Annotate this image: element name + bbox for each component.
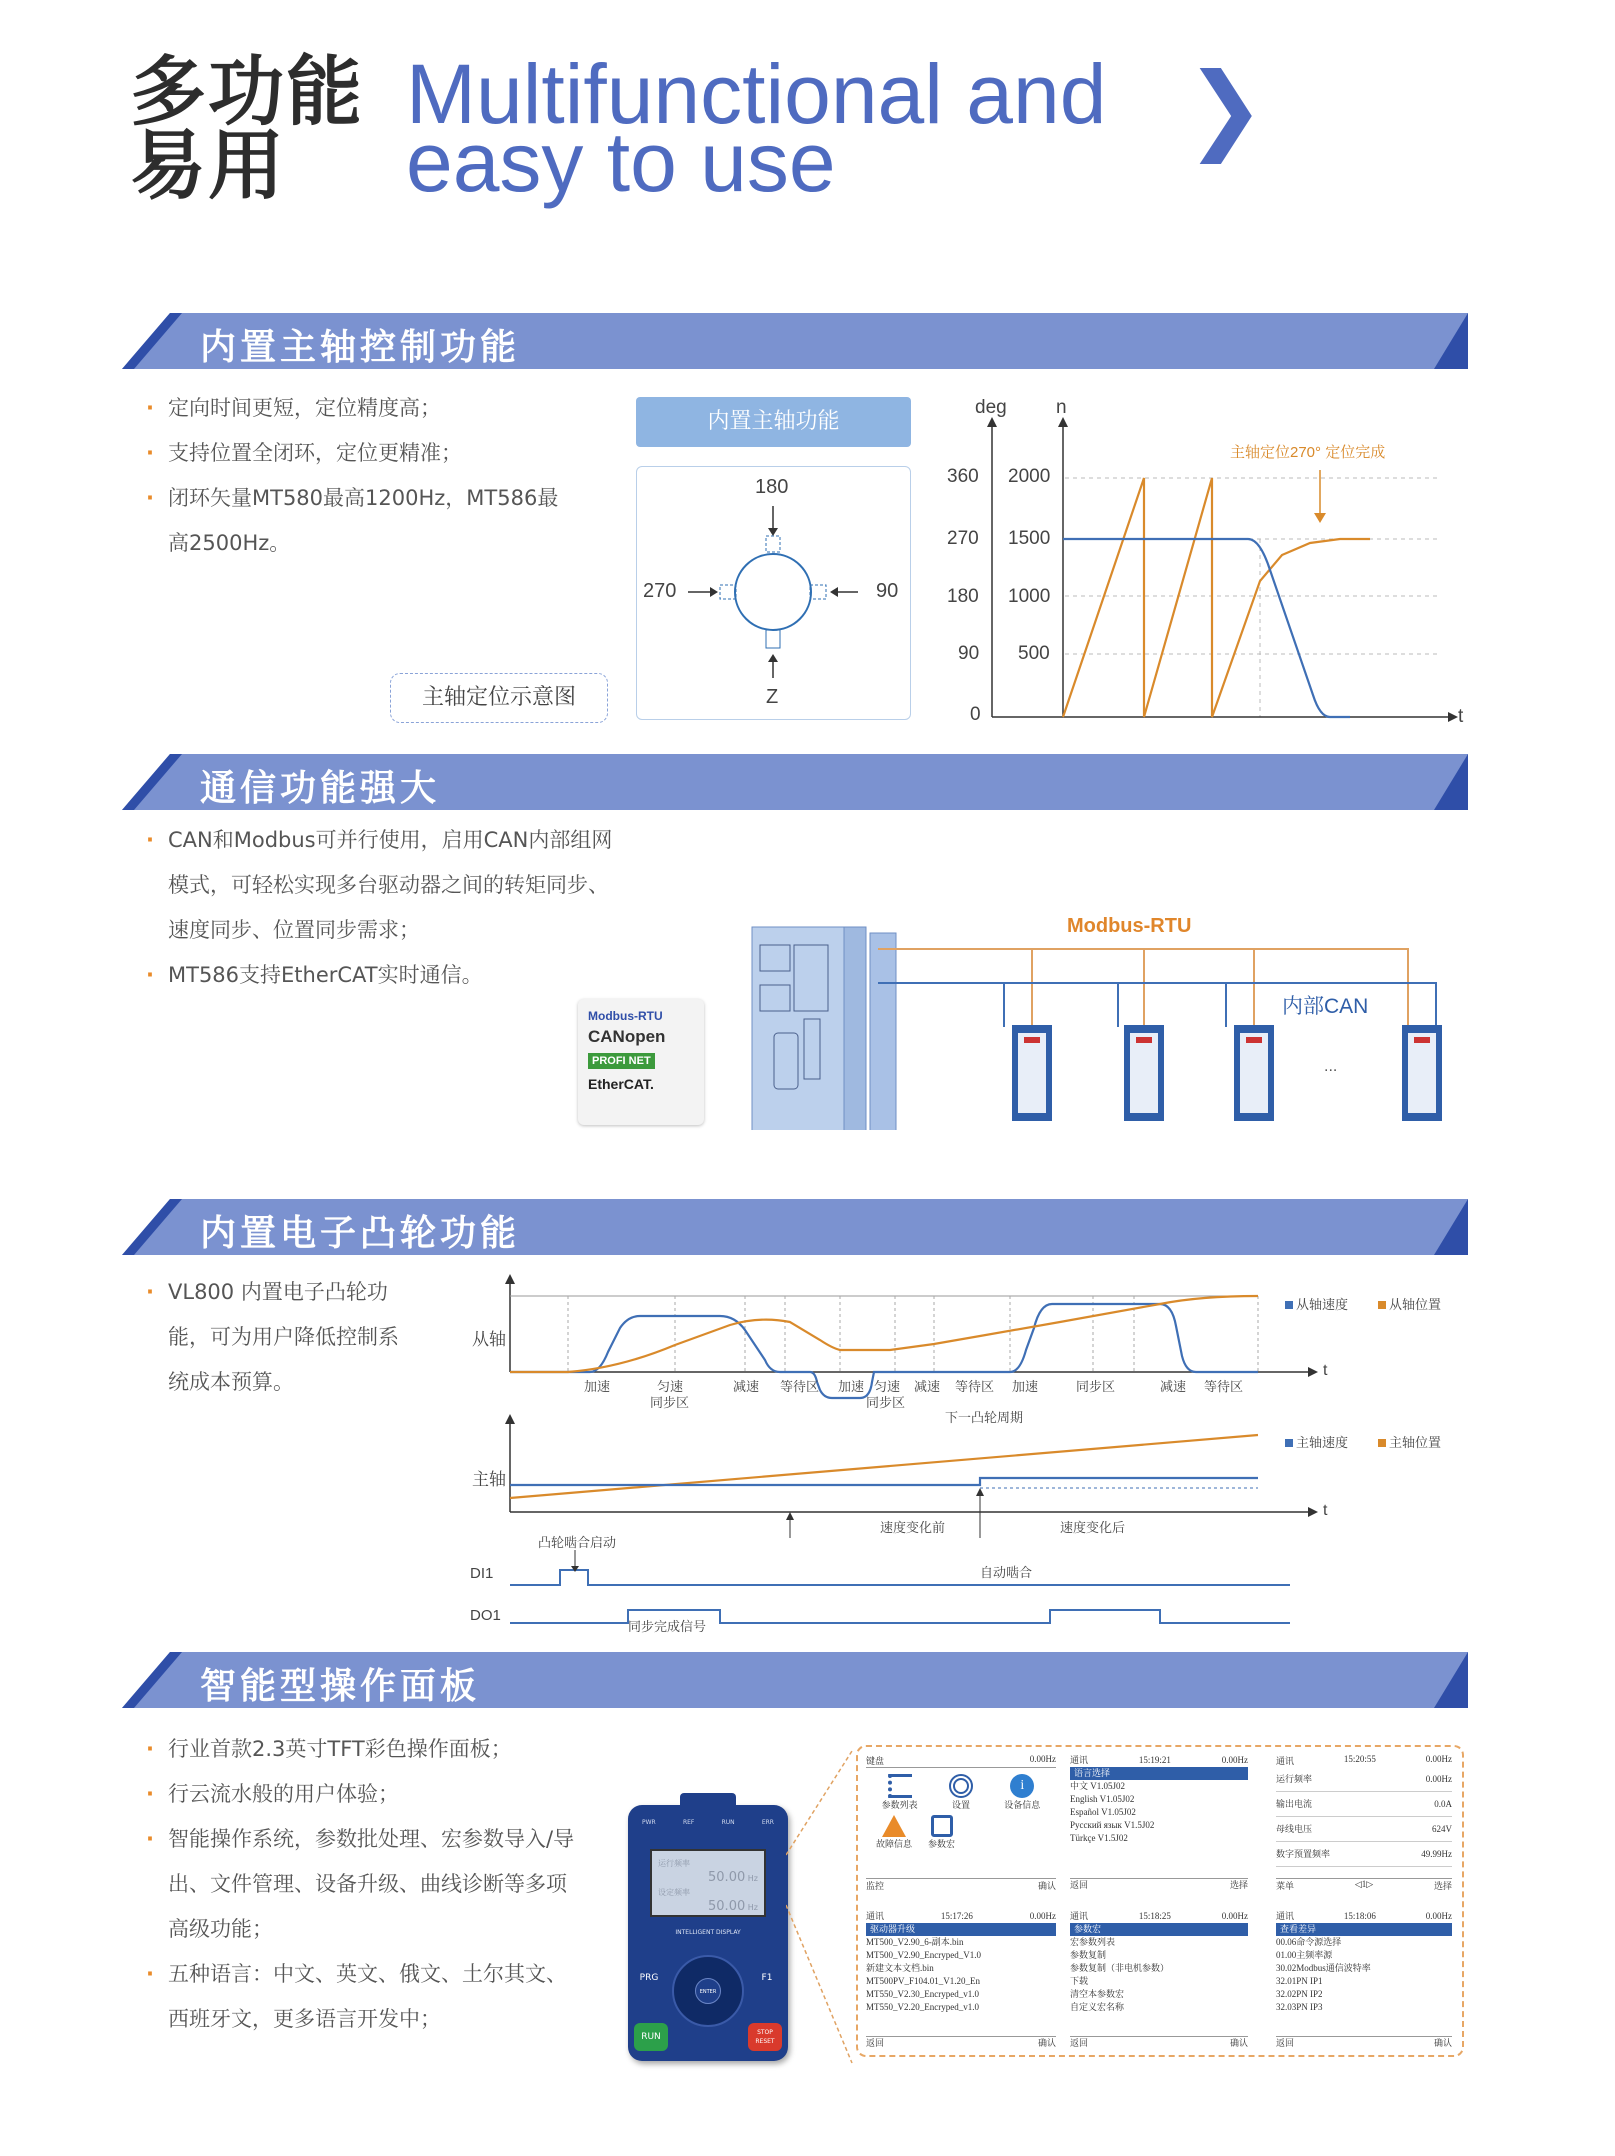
screen-view-differences: 通讯 15:18:06 0.00Hz 查看差异 00.06命令源选择 01.00主频率源 30.02Modbus通信波特率 32.01PN IP1 32.02PN IP2 32.03PN IP3 返回 确认: [1276, 1911, 1452, 2048]
deg-tick-180: 180: [947, 586, 979, 607]
screen-parameter-macro: 通讯 15:18:25 0.00Hz 参数宏 宏参数列表 参数复制 参数复制（非电机参数） 下载 清空本参数宏 自定义宏名称 返回 确认: [1070, 1911, 1248, 2048]
header-title-cn: [130, 47, 364, 210]
list-item[interactable]: Español V1.05J02: [1070, 1807, 1136, 1817]
zone-label: 减速: [1160, 1379, 1187, 1394]
list-item: · 行云流水般的用户体验；: [146, 1772, 574, 1817]
list-item: 能，可为用户降低控制系: [168, 1325, 399, 1349]
section-bar-spindle: [122, 313, 1468, 369]
list-item: · 支持位置全闭环，定位更精准；: [146, 431, 558, 476]
zone-label: 等待区: [780, 1379, 820, 1394]
list-item: 出、文件管理、设备升级、曲线诊断等多项: [168, 1872, 567, 1896]
list-item[interactable]: 32.03PN IP3: [1276, 2002, 1323, 2012]
zone-label: 加速: [838, 1379, 865, 1394]
list-item[interactable]: Türkçe V1.5J02: [1070, 1833, 1128, 1843]
keypad-callout-lines: [786, 1745, 856, 2075]
speed-curve: [1063, 539, 1350, 717]
follower-position-curve: [510, 1296, 1258, 1372]
spindle-circle: [735, 554, 811, 630]
angle-label-270: 270: [643, 580, 677, 602]
list-item[interactable]: Русский язык V1.5J02: [1070, 1820, 1155, 1830]
header-title-en: [406, 47, 1107, 209]
master-axis-label: 主轴: [472, 1470, 506, 1489]
logo-modbus-rtu: Modbus-RTU: [588, 1009, 663, 1023]
legend-master-position: 主轴位置: [1378, 1432, 1441, 1451]
header-cn-line1: 多功能: [130, 47, 364, 136]
before-speed-change-label: 速度变化前: [880, 1520, 946, 1535]
zone-label: 减速: [914, 1379, 941, 1394]
angle-label-180: 180: [755, 476, 789, 498]
zone-label: 同步区: [866, 1395, 906, 1410]
list-item: · 闭环矢量MT580最高1200Hz，MT586最: [146, 476, 558, 521]
gear-icon[interactable]: 设置: [949, 1774, 973, 1811]
list-item: 速度同步、位置同步需求；: [168, 918, 420, 942]
list-item: · MT586支持EtherCAT实时通信。: [146, 953, 612, 998]
next-cam-cycle-label: 下一凸轮周期: [945, 1410, 1024, 1425]
keypad-f1-button[interactable]: F1: [761, 1973, 773, 1983]
electronic-cam-timing-diagram: [460, 1270, 1320, 1640]
zone-label: 匀速: [874, 1379, 901, 1394]
modbus-rtu-label: Modbus-RTU: [1067, 915, 1192, 937]
spindle-orientation-diagram: [636, 466, 911, 720]
screen-drive-upgrade: 通讯 15:17:26 0.00Hz 驱动器升级 MT500_V2.90_6-副本.bin MT500_V2.90_Encryped_V1.0 新建文本文档.bin MT500PV_F104.01_V1.20_En MT550_V2.30_Encryped_v1.0 MT550_V2.20_Encryped_v1.0 返回 确认: [866, 1911, 1056, 2048]
n-tick-500: 500: [1018, 643, 1050, 664]
screen-keyboard-menu: 键盘 0.00Hz 参数列表 设置 i 设备信息 故障信息 参数宏 监控 确认: [866, 1754, 1056, 1891]
header-en-line1: Multifunctional and: [406, 47, 1107, 141]
legend-follower-speed: 从轴速度: [1285, 1294, 1348, 1313]
key-left: [720, 585, 736, 599]
after-speed-change-label: 速度变化后: [1060, 1520, 1126, 1535]
deg-tick-270: 270: [947, 528, 979, 549]
drive-unit-3: [1234, 1025, 1274, 1121]
deg-tick-90: 90: [958, 643, 980, 664]
logo-canopen: CANopen: [588, 1027, 666, 1046]
list-item: · 智能操作系统，参数批处理、宏参数导入/导: [146, 1817, 574, 1862]
zone-label: 等待区: [955, 1379, 995, 1394]
sync-done-label: 同步完成信号: [628, 1619, 707, 1634]
spindle-positioning-chart: [930, 395, 1470, 735]
axis-t-top: t: [1323, 1362, 1328, 1379]
key-top: [766, 536, 780, 552]
edit-icon[interactable]: 参数宏: [928, 1815, 955, 1850]
list-item[interactable]: 32.01PN IP1: [1276, 1976, 1323, 1986]
list-item[interactable]: 新建文本文档.bin: [866, 1963, 934, 1973]
list-item[interactable]: MT550_V2.30_Encryped_v1.0: [866, 1989, 979, 1999]
section-bar-communication: [122, 754, 1468, 810]
spindle-panel-title: 内置主轴功能: [707, 409, 840, 434]
list-item[interactable]: 00.06命令源选择: [1276, 1937, 1342, 1947]
angle-label-90: 90: [876, 580, 899, 602]
header-cn-line2: 易用: [130, 121, 286, 210]
zone-label: 加速: [1012, 1379, 1039, 1394]
follower-axis-label: 从轴: [472, 1330, 506, 1349]
keypad-brand: INTELLIGENT DISPLAY: [675, 1929, 741, 1936]
keypad-device: [628, 1805, 788, 2061]
spindle-panel-header: [636, 397, 911, 447]
zone-label: 同步区: [1076, 1379, 1116, 1394]
keypad-prg-button[interactable]: PRG: [639, 1973, 659, 1983]
logo-profinet: PROFI NET: [588, 1053, 655, 1069]
chart-axis-t: t: [1458, 706, 1464, 727]
list-item[interactable]: MT550_V2.20_Encryped_v1.0: [866, 2002, 979, 2012]
auto-mesh-label: 自动啮合: [980, 1565, 1033, 1580]
section-bar-cam: [122, 1199, 1468, 1255]
info-icon[interactable]: i 设备信息: [1004, 1774, 1040, 1811]
deg-tick-360: 360: [947, 466, 979, 487]
n-tick-2000: 2000: [1008, 466, 1051, 487]
communication-bullet-list: [146, 818, 612, 998]
cam-bullet-list: [146, 1270, 399, 1405]
section-title-cam: 内置电子凸轮功能: [200, 1213, 521, 1254]
zone-label: 减速: [733, 1379, 760, 1394]
legend-master-speed: 主轴速度: [1285, 1432, 1348, 1451]
list-item[interactable]: 01.00主频率源: [1276, 1950, 1333, 1960]
keypad-stop-reset-button[interactable]: STOP RESET: [748, 2023, 782, 2051]
section-title-communication: 通信功能强大: [200, 768, 441, 809]
section-bar-keypad: [122, 1652, 1468, 1708]
n-tick-1500: 1500: [1008, 528, 1051, 549]
spindle-caption-text: 主轴定位示意图: [421, 685, 576, 710]
list-item[interactable]: English V1.05J02: [1070, 1794, 1135, 1804]
legend-follower-position: 从轴位置: [1378, 1294, 1441, 1313]
angle-label-z: Z: [766, 686, 779, 708]
screen-language-select: 通讯 15:19:21 0.00Hz 语言选择 中文 V1.05J02 English V1.05J02 Español V1.05J02 Русский язык V1.5J02 Türkçe V1.5J02 返回 选择: [1070, 1755, 1248, 1890]
keypad-leds: PWR REF RUN ERR: [642, 1819, 774, 1826]
list-item: 高级功能；: [168, 1917, 273, 1941]
axis-t-bottom: t: [1323, 1502, 1328, 1519]
spindle-bullet-list: [146, 386, 558, 566]
di1-signal: [510, 1570, 1290, 1585]
list-item[interactable]: MT500_V2.90_Encryped_V1.0: [866, 1950, 981, 1960]
do1-label: DO1: [470, 1607, 501, 1624]
list-item[interactable]: 中文 V1.05J02: [1070, 1781, 1126, 1791]
communication-network-diagram: [748, 915, 1468, 1130]
list-item: · VL800 内置电子凸轮功: [146, 1270, 399, 1315]
list-icon[interactable]: 参数列表: [882, 1774, 918, 1811]
list-item[interactable]: 参数复制（非电机参数）: [1070, 1963, 1170, 1973]
do1-signal: [510, 1610, 1290, 1623]
key-bottom: [766, 630, 780, 648]
more-drives-ellipsis: ...: [1324, 1058, 1338, 1075]
master-position-line: [510, 1435, 1258, 1498]
positioning-annotation: 主轴定位270° 定位完成: [1230, 444, 1386, 461]
zone-label: 匀速: [657, 1379, 684, 1394]
list-item[interactable]: 参数复制: [1070, 1950, 1107, 1960]
list-item: 西班牙文，更多语言开发中；: [168, 2007, 441, 2031]
deg-tick-0: 0: [970, 704, 981, 725]
list-item[interactable]: 下载: [1070, 1976, 1089, 1986]
master-speed-line: [510, 1478, 1258, 1485]
warning-icon[interactable]: 故障信息: [876, 1815, 912, 1850]
key-right: [810, 585, 826, 599]
keypad-run-button[interactable]: RUN: [634, 2023, 668, 2051]
list-item: 统成本预算。: [168, 1370, 294, 1394]
keypad-bullet-list: [146, 1727, 574, 2042]
drive-unit-4: [1402, 1025, 1442, 1121]
cam-start-label: 凸轮啮合启动: [538, 1535, 617, 1550]
list-item[interactable]: 32.02PN IP2: [1276, 1989, 1323, 1999]
chevron-right-icon: ❯: [1185, 52, 1266, 164]
list-item[interactable]: 宏参数列表: [1070, 1937, 1116, 1947]
internal-can-label: 内部CAN: [1282, 995, 1369, 1018]
list-item[interactable]: MT500_V2.90_6-副本.bin: [866, 1937, 964, 1947]
list-item: · 五种语言：中文、英文、俄文、土尔其文、: [146, 1952, 574, 1997]
chart-axis-n: n: [1056, 397, 1067, 418]
keypad-enter-button[interactable]: ENTER: [695, 1978, 721, 2004]
keypad-top-tab: [680, 1793, 736, 1809]
list-item: 模式，可轻松实现多台驱动器之间的转矩同步、: [168, 873, 609, 897]
section-title-keypad: 智能型操作面板: [200, 1666, 481, 1707]
zone-label: 等待区: [1204, 1379, 1244, 1394]
list-item: 高2500Hz。: [168, 531, 291, 555]
list-item: · 定向时间更短，定位精度高；: [146, 386, 558, 431]
controller-unit: [752, 927, 844, 1130]
screen-monitor: 通讯 15:20:55 0.00Hz 运行频率 0.00Hz 输出电流 0.0A 母线电压 624V 数字预置频率 49.99Hz 菜单 ◁1▷ 选择: [1276, 1754, 1452, 1891]
header-en-line2: easy to use: [406, 115, 836, 209]
section-title-spindle: 内置主轴控制功能: [200, 327, 521, 368]
chart-axis-deg: deg: [975, 397, 1007, 418]
zone-label: 加速: [584, 1379, 611, 1394]
protocol-logos-card: [578, 999, 704, 1125]
keypad-lcd: 运行频率 50.00 Hz 设定频率 50.00 Hz: [650, 1849, 766, 1917]
list-item: · CAN和Modbus可并行使用，启用CAN内部组网: [146, 818, 612, 863]
list-item: · 行业首款2.3英寸TFT彩色操作面板；: [146, 1727, 574, 1772]
list-item[interactable]: 自定义宏名称: [1070, 2002, 1125, 2012]
list-item[interactable]: 30.02Modbus通信波特率: [1276, 1963, 1371, 1973]
drive-unit-2: [1124, 1025, 1164, 1121]
di1-label: DI1: [470, 1565, 494, 1582]
logo-ethercat: EtherCAT.: [588, 1076, 654, 1092]
zone-label: 同步区: [650, 1395, 690, 1410]
drive-unit-1: [1012, 1025, 1052, 1121]
list-item[interactable]: 清空本参数宏: [1070, 1989, 1125, 1999]
list-item[interactable]: MT500PV_F104.01_V1.20_En: [866, 1976, 981, 1986]
spindle-caption: [390, 673, 608, 723]
n-tick-1000: 1000: [1008, 586, 1051, 607]
